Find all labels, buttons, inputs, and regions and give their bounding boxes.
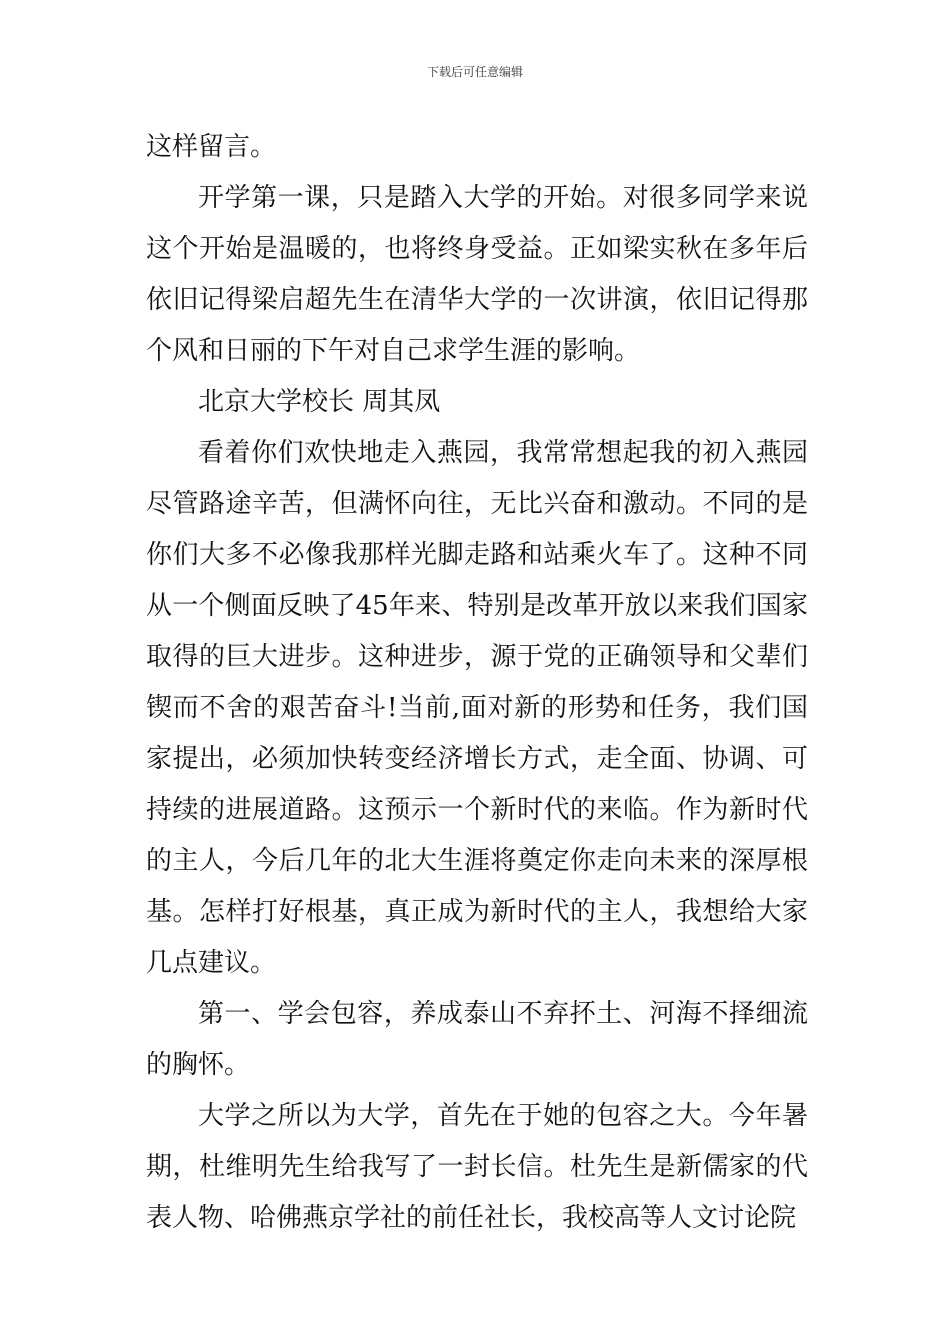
paragraph-4: 看着你们欢快地走入燕园，我常常想起我的初入燕园尽管路途辛苦，但满怀向往，无比兴奋和激动。不同的是你们大多不必像我那样光脚走路和站乘火车了。这种不同从一个侧面反映了45年来、特别是改革开放以来我们国家取得的巨大进步。这种进步，源于党的正确领导和父辈们锲而不舍的艰苦奋斗!当前,面对新的形势和任务，我们国家提出，必须加快转变经济增长方式，走全面、协调、可持续的进展道路。这预示一个新时代的来临。作为新时代的主人，今后几年的北大生涯将奠定你走向未来的深厚根基。怎样打好根基，真正成为新时代的主人，我想给大家几点建议。 <box>146 438 808 978</box>
paragraph-3-signature: 北京大学校长 周其凤 <box>198 387 441 417</box>
document-body <box>146 122 808 1244</box>
paragraph-2: 开学第一课，只是踏入大学的开始。对很多同学来说这个开始是温暖的，也将终身受益。正如梁实秋在多年后依旧记得梁启超先生在清华大学的一次讲演，依旧记得那个风和日丽的下午对自己求学生涯的影响。 <box>146 183 808 366</box>
page-header: 下载后可任意编辑 <box>426 65 523 79</box>
paragraph-1: 这样留言。 <box>146 132 277 162</box>
paragraph-5: 第一、学会包容，养成泰山不弃抔土、河海不择细流的胸怀。 <box>146 999 808 1080</box>
paragraph-6: 大学之所以为大学，首先在于她的包容之大。今年暑期，杜维明先生给我写了一封长信。杜先生是新儒家的代表人物、哈佛燕京学社的前任社长，我校高等人文讨论院 <box>146 1101 808 1233</box>
